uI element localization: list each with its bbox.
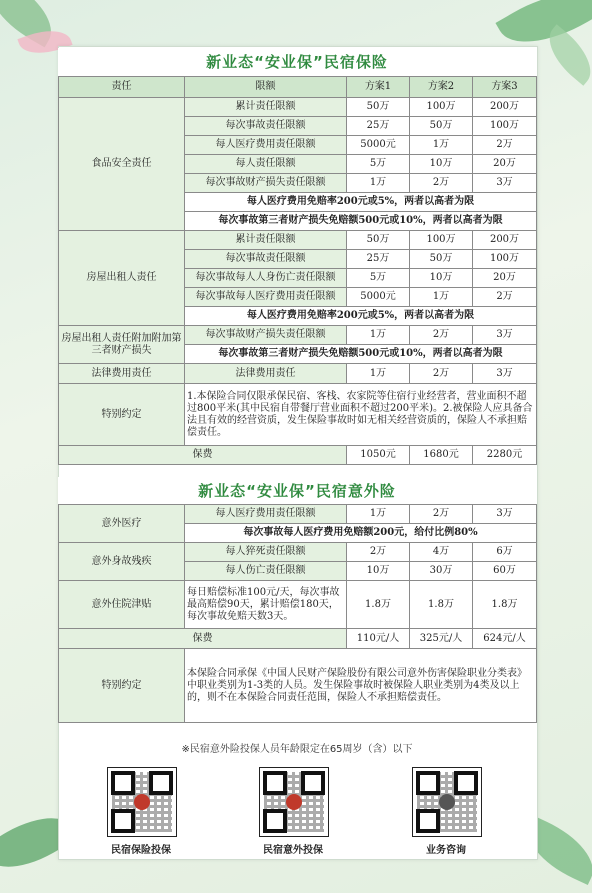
table-cell: 200万 <box>473 98 537 117</box>
table-cell: 2万 <box>410 505 473 524</box>
premium-label: 保费 <box>59 446 347 465</box>
table-cell: 200万 <box>473 231 537 250</box>
table-cell: 1万 <box>410 288 473 307</box>
medical-label: 意外医疗 <box>59 505 185 543</box>
header-plan2: 方案2 <box>410 77 473 98</box>
table-cell: 每次事故每人医疗费用责任限额 <box>185 288 347 307</box>
special-label: 特别约定 <box>59 384 185 446</box>
table-cell: 1.8万 <box>410 581 473 629</box>
food-safety-label: 食品安全责任 <box>59 98 185 231</box>
food-note-medical: 每人医疗费用免赔率200元或5%，两者以高者为限 <box>185 193 537 212</box>
table-cell: 3万 <box>473 505 537 524</box>
table-cell: 1万 <box>347 505 410 524</box>
section1-table <box>58 76 537 465</box>
special2-label: 特别约定 <box>59 649 185 723</box>
qr-code-consult[interactable] <box>412 767 482 837</box>
table-cell: 3万 <box>473 364 537 384</box>
section1-title: 新业态“安业保”民宿保险 <box>58 48 536 76</box>
table-cell: 5万 <box>347 155 410 174</box>
table-cell: 每人伤亡责任限额 <box>185 562 347 581</box>
table-cell: 1.8万 <box>473 581 537 629</box>
table-cell: 20万 <box>473 155 537 174</box>
table-cell: 1万 <box>347 326 410 345</box>
table-cell: 3万 <box>473 174 537 193</box>
qr-label-accident: 民宿意外投保 <box>263 845 323 856</box>
table-cell: 2万 <box>347 543 410 562</box>
table-cell: 2万 <box>410 326 473 345</box>
table-cell: 25万 <box>347 117 410 136</box>
table-cell: 30万 <box>410 562 473 581</box>
table-cell: 1万 <box>347 174 410 193</box>
table-cell: 每人责任限额 <box>185 155 347 174</box>
table-cell: 10万 <box>410 155 473 174</box>
table-cell: 50万 <box>410 250 473 269</box>
table-cell: 6万 <box>473 543 537 562</box>
table-cell: 2万 <box>473 288 537 307</box>
premium2-plan1: 110元/人 <box>347 629 410 649</box>
table-cell: 每人医疗费用责任限额 <box>185 136 347 155</box>
table-cell: 法律费用责任 <box>185 364 347 384</box>
medical-note: 每次事故每人医疗费用免赔额200元，给付比例80% <box>185 524 537 543</box>
special-text: 1.本保险合同仅限承保民宿、客栈、农家院等住宿行业经营者，营业面积不超过800平米(其中民宿自带餐厅营业面积不超过200平米)。2.被保险人应具备合法且有效的经营资质，发生保险事故时如无相关经营资质的，保险人不承担赔偿责任。 <box>185 384 537 446</box>
table-cell: 累计责任限额 <box>185 98 347 117</box>
header-plan1: 方案1 <box>347 77 410 98</box>
table-cell: 50万 <box>410 117 473 136</box>
rental-label: 房屋出租人责任 <box>59 231 185 326</box>
table-cell: 50万 <box>347 231 410 250</box>
age-note: ※民宿意外险投保人员年龄限定在65周岁（含）以下 <box>181 744 413 755</box>
table-cell: 2万 <box>410 364 473 384</box>
table-cell: 20万 <box>473 269 537 288</box>
special2-text: 本保险合同承保《中国人民财产保险股份有限公司意外伤害保险职业分类表》中职业类别为1-3类的人员。发生保险事故时被保险人职业类别为4类及以上的，则不在本保险合同责任范围，保险人不承担赔偿责任。 <box>185 649 537 723</box>
premium2-plan2: 325元/人 <box>410 629 473 649</box>
hospital-label: 意外住院津贴 <box>59 581 185 629</box>
table-cell: 1万 <box>347 364 410 384</box>
table-cell: 3万 <box>473 326 537 345</box>
table-cell: 每次事故每人人身伤亡责任限额 <box>185 269 347 288</box>
table-cell: 5000元 <box>347 288 410 307</box>
death-label: 意外身故残疾 <box>59 543 185 581</box>
table-cell: 100万 <box>473 117 537 136</box>
table-cell: 100万 <box>473 250 537 269</box>
table-cell: 累计责任限额 <box>185 231 347 250</box>
table-cell: 1万 <box>410 136 473 155</box>
table-cell: 2万 <box>473 136 537 155</box>
table-cell: 每人医疗费用责任限额 <box>185 505 347 524</box>
premium-plan3: 2280元 <box>473 446 537 465</box>
qr-label-insurance: 民宿保险投保 <box>111 845 171 856</box>
rental-addon-note: 每次事故第三者财产损失免赔额500元或10%，两者以高者为限 <box>185 345 537 364</box>
table-cell: 10万 <box>410 269 473 288</box>
hospital-text: 每日赔偿标准100元/天，每次事故最高赔偿90天，累计赔偿180天，每次事故免赔天数3天。 <box>185 581 347 629</box>
table-cell: 60万 <box>473 562 537 581</box>
table-cell: 4万 <box>410 543 473 562</box>
premium-plan2: 1680元 <box>410 446 473 465</box>
table-cell: 1.8万 <box>347 581 410 629</box>
table-cell: 5万 <box>347 269 410 288</box>
table-cell: 5000元 <box>347 136 410 155</box>
table-cell: 每次事故责任限额 <box>185 250 347 269</box>
legal-label: 法律费用责任 <box>59 364 185 384</box>
table-cell: 50万 <box>347 98 410 117</box>
table-cell: 每次事故责任限额 <box>185 117 347 136</box>
qr-label-consult: 业务咨询 <box>426 845 466 856</box>
logo-icon <box>134 794 150 810</box>
table-cell: 每次事故财产损失责任限额 <box>185 174 347 193</box>
table-cell: 每次事故财产损失责任限额 <box>185 326 347 345</box>
qr-code-insurance[interactable] <box>107 767 177 837</box>
table-cell: 25万 <box>347 250 410 269</box>
table-cell: 10万 <box>347 562 410 581</box>
rental-addon-label: 房屋出租人责任附加附加第三者财产损失 <box>59 326 185 364</box>
qr-code-accident[interactable] <box>259 767 329 837</box>
table-cell: 2万 <box>410 174 473 193</box>
section2-table <box>58 504 537 723</box>
table-cell: 100万 <box>410 98 473 117</box>
header-plan3: 方案3 <box>473 77 537 98</box>
section2-title: 新业态“安业保”民宿意外险 <box>58 477 536 505</box>
header-limit: 限额 <box>185 77 347 98</box>
premium2-label: 保费 <box>59 629 347 649</box>
table-cell: 每人猝死责任限额 <box>185 543 347 562</box>
food-note-property: 每次事故第三者财产损失免赔额500元或10%，两者以高者为限 <box>185 212 537 231</box>
wechat-icon <box>439 794 455 810</box>
rental-note: 每人医疗费用免赔率200元或5%，两者以高者为限 <box>185 307 537 326</box>
header-responsibility: 责任 <box>59 77 185 98</box>
table-cell: 100万 <box>410 231 473 250</box>
premium2-plan3: 624元/人 <box>473 629 537 649</box>
premium-plan1: 1050元 <box>347 446 410 465</box>
logo-icon <box>286 794 302 810</box>
